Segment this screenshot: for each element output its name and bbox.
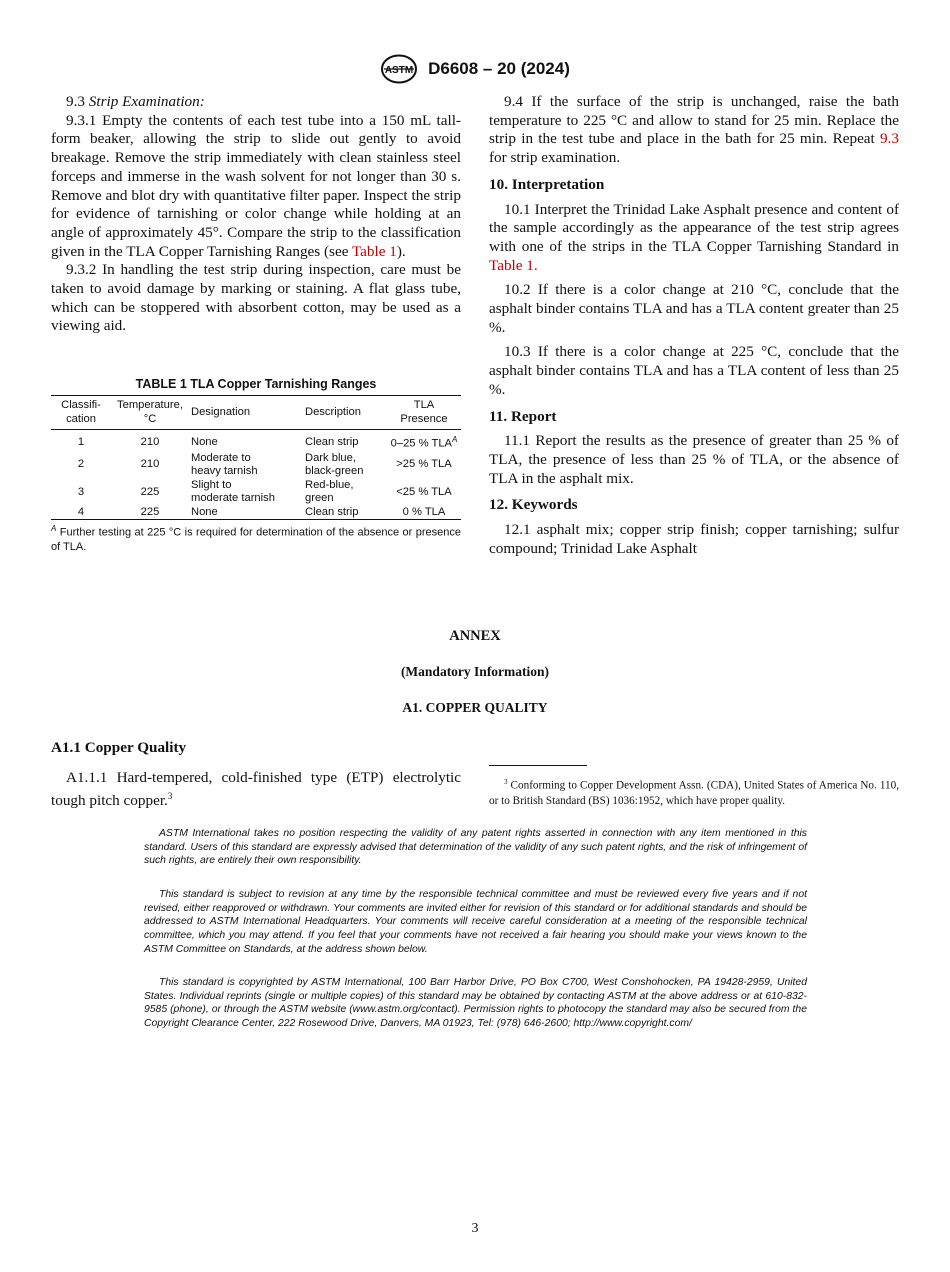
table-cell: Moderate to heavy tarnish: [191, 451, 258, 478]
col-header-description: Description: [303, 396, 387, 430]
section-10-3: 10.3 If there is a color change at 225 °C, conclude that the asphalt binder contains TLA and has a TLA content of less than 25 %.: [489, 343, 899, 398]
col-header-tla-presence: TLA Presence: [387, 396, 461, 430]
page-number: 3: [471, 1221, 479, 1236]
heading-report: 11. Report: [489, 407, 557, 425]
heading-keywords: 12. Keywords: [489, 496, 578, 514]
section-10-2: 10.2 If there is a color change at 210 °C, conclude that the asphalt binder contains TLA and has a TLA content greater than 25 %.: [489, 281, 899, 336]
table-cell: 225: [111, 506, 189, 520]
astm-logo-icon: [380, 54, 418, 84]
document-designation: D6608 – 20 (2024): [428, 59, 570, 78]
col-header-classification: Classifi- cation: [51, 396, 111, 430]
table-cell: Clean strip: [305, 435, 359, 448]
revision-notice: This standard is subject to revision at any time by the responsible technical committee and must be reviewed every five years and if not revised, either reapproved or withdrawn. Your comments are invited either for revision of this standard or for additional standards and should be addressed to ASTM International Headquarters. Your comments will receive careful consideration at a meeting of the responsible technical committee, which you may attend. If you feel that your comments have not received a fair hearing you should make your views known to the ASTM Committee on Standards, at the address shown below.: [144, 889, 807, 955]
section-10-1: 10.1 Interpret the Trinidad Lake Asphalt presence and content of the sample accordingly as the appearance of the test strip agrees with one of the strips in the TLA Copper Tarnishing Standard in Table 1.: [489, 200, 899, 274]
footnote-3-marker: 3: [167, 791, 173, 801]
table-cell: Dark blue, black-green: [305, 451, 364, 478]
table-cell: 225: [140, 485, 160, 498]
table-cell: None: [189, 506, 303, 520]
table-cell: Clean strip: [303, 506, 387, 520]
table-1-link[interactable]: Table 1.: [489, 256, 538, 274]
table-cell: <25 % TLA: [396, 485, 452, 498]
section-9-3: 9.3 Strip Examination:: [66, 93, 205, 110]
table-cell: 0–25 % $TLA^A$: [390, 435, 458, 450]
heading-copper-quality: A1.1 Copper Quality: [51, 739, 187, 756]
annex-title: ANNEX: [449, 628, 501, 644]
table-header-row: [51, 396, 461, 430]
table-cell: 210: [140, 435, 160, 448]
table-cell: 4: [51, 506, 111, 520]
table-row: [51, 430, 461, 452]
section-a1-1-1: A1.1.1 Hard-tempered, cold-finished type (ETP) electrolytic tough pitch copper.$^3$: [51, 769, 461, 810]
table-cell: 2: [77, 458, 85, 471]
section-9-3-1: 9.3.1 Empty the contents of each test tube into a 150 mL tall-form beaker, allowing the strip to slide out gently to avoid breakage. Remove the strip immediately with clean stainless steel forceps and immerse in the wash solvent for not longer than 30 s. Remove and blot dry with quantitative filter paper. Inspect the strip for evidence of tarnishing or color change while holding at an angle of approximately 45°. Compare the strip to the classification given in the TLA Copper Tarnishing Ranges (see Table 1).: [51, 111, 461, 260]
table-row: [51, 506, 461, 520]
table-row: [51, 479, 461, 506]
section-11-1: 11.1 Report the results as the presence of greater than 25 % of TLA, the presence of less than 25 % of TLA, or the absence of TLA in the asphalt mix.: [489, 432, 899, 487]
left-column: [51, 93, 461, 336]
table-cell: 1: [77, 435, 85, 448]
table-cell: Red-blue, green: [305, 478, 354, 505]
col-header-designation: Designation: [189, 396, 303, 430]
table-1-title: TABLE 1 TLA Copper Tarnishing Ranges: [135, 377, 377, 391]
table-cell: 210: [140, 458, 160, 471]
table-1-footnote: $^A$ Further testing at 225 °C is required for determination of the absence or presence of TLA.: [51, 524, 461, 553]
footnote-3: $^3$ Conforming to Copper Development Assn. (CDA), United States of America No. 110, or to British Standard (BS) 1036:1952, which have proper quality.: [489, 778, 900, 807]
section-9-3-link[interactable]: 9.3: [880, 130, 899, 148]
patent-notice: ASTM International takes no position respecting the validity of any patent rights asserted in connection with any item mentioned in this standard. Users of this standard are expressly advised that determination of the validity of any such patent rights, and the risk of infringement of such rights, are entirely their own responsibility.: [144, 828, 807, 867]
table-cell: None: [191, 435, 218, 448]
copyright-notice: This standard is copyrighted by ASTM International, 100 Barr Harbor Drive, PO Box C700, West Conshohocken, PA 19428-2959, United States. Individual reprints (single or multiple copies) of this standard may be obtained by contacting ASTM at the above address or at 610-832-9585 (phone), or through the ASTM website (www.astm.org/contact). Permission rights to photocopy the standard may also be secured from the Copyright Clearance Center, 222 Rosewood Drive, Danvers, MA 01923, Tel: (978) 646-2600; http://www.copyright.com/: [144, 977, 807, 1030]
footnote-a-marker: A: [452, 435, 458, 445]
svg-text:ASTM: ASTM: [384, 65, 414, 76]
table-cell: Slight to moderate tarnish: [191, 478, 275, 505]
tla-copper-tarnishing-table: [51, 395, 461, 520]
table-1-link[interactable]: Table 1: [351, 242, 397, 260]
section-12-1: 12.1 asphalt mix; copper strip finish; copper tarnishing; sulfur compound; Trinidad Lake Asphalt: [489, 521, 899, 557]
footnote-divider: [489, 765, 587, 766]
table-cell: 3: [77, 485, 85, 498]
section-9-3-2: 9.3.2 In handling the test strip during inspection, care must be taken to avoid damage by marking or staining. A flat glass tube, which can be stoppered with absorbent cotton, may be used as a viewing aid.: [51, 261, 461, 335]
table-row: [51, 452, 461, 479]
table-cell: 0 % TLA: [387, 506, 461, 520]
page-header: [0, 54, 950, 84]
col-header-temperature: Temperature, °C: [111, 396, 189, 430]
section-9-4: 9.4 If the surface of the strip is unchanged, raise the bath temperature to 225 °C and allow to stand for 25 min. Replace the strip in the test tube and place in the bath for 25 min. Repeat 9.3 for strip examination.: [489, 93, 899, 167]
right-column: [489, 93, 899, 558]
annex-subtitle: (Mandatory Information): [400, 664, 550, 679]
annex-section-title: A1. COPPER QUALITY: [402, 700, 548, 715]
heading-interpretation: 10. Interpretation: [489, 175, 605, 193]
table-cell: >25 % TLA: [396, 458, 452, 471]
